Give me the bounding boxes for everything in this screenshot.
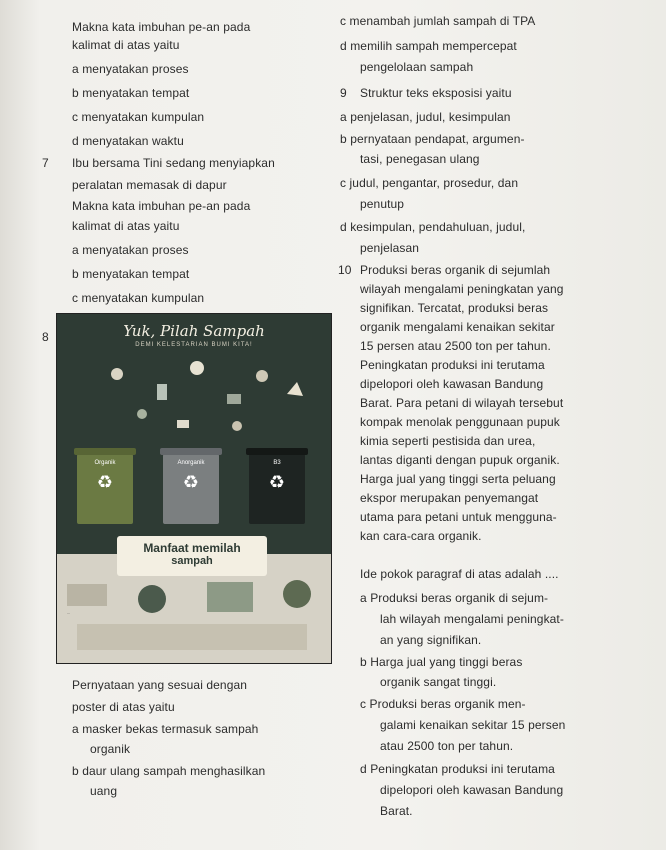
q8-option-d-line1: d memilih sampah mempercepat (340, 39, 517, 53)
hazardous-bin (249, 454, 305, 524)
q6-stem-line2: kalimat di atas yaitu (72, 38, 180, 52)
q8-stem-line1: Pernyataan yang sesuai dengan (72, 678, 248, 692)
q10-option-b-line2: organik sangat tinggi. (380, 675, 497, 689)
q9-option-a: a penjelasan, judul, kesimpulan (340, 110, 511, 124)
q7-stem-line1: Ibu bersama Tini sedang menyiapkan (72, 156, 275, 170)
q9-option-b-line1: b pernyataan pendapat, argumen- (340, 132, 525, 146)
q9-option-c-line2: penutup (360, 197, 405, 211)
falling-waste-illustration (57, 354, 331, 444)
q8-option-a-line1: a masker bekas termasuk sampah (72, 722, 259, 736)
inorganic-bin-label: Anorganik (177, 460, 205, 466)
q10-option-c-line1: c Produksi beras organik men- (360, 697, 526, 711)
q10-paragraph-line1: Produksi beras organik di sejumlah (360, 263, 551, 277)
q6-option-a: a menyatakan proses (72, 62, 189, 76)
q9-option-c-line1: c judul, pengantar, prosedur, dan (340, 176, 519, 190)
q10-option-a-line1: a Produksi beras organik di sejum- (360, 591, 549, 605)
q9-option-b-line2: tasi, penegasan ulang (360, 152, 480, 166)
q6-option-c: c menyatakan kumpulan (72, 110, 205, 124)
q7-number: 7 (42, 156, 49, 170)
q10-paragraph-line9: kompak menolak penggunaan pupuk (360, 415, 560, 429)
benefits-title: Manfaat memilah (143, 541, 241, 555)
q10-paragraph-line11: lantas diganti dengan pupuk organik. (360, 453, 560, 467)
q10-paragraph-line10: kimia seperti pestisida dan urea, (360, 434, 536, 448)
q6-stem-line1: Makna kata imbuhan pe-an pada (72, 20, 251, 34)
benefit-text: ... (67, 610, 71, 615)
q6-option-b: b menyatakan tempat (72, 86, 190, 100)
recycle-icon: ♻ (268, 472, 286, 492)
q7-option-b: b menyatakan tempat (72, 267, 190, 281)
q10-paragraph-line13: ekspor merupakan penyemangat (360, 491, 539, 505)
q10-paragraph-line7: dipelopori oleh kawasan Bandung (360, 377, 544, 391)
organic-bin-label: Organik (94, 460, 116, 466)
q8-option-a-line2: organik (90, 742, 131, 756)
organic-bin (77, 454, 133, 524)
q8-option-b-line2: uang (90, 784, 118, 798)
benefits-subtitle: sampah (171, 555, 213, 567)
recycle-icon: ♻ (96, 472, 114, 492)
q8-stem-line2: poster di atas yaitu (72, 700, 175, 714)
q9-number: 9 (340, 86, 347, 100)
q7-stem-line3: Makna kata imbuhan pe-an pada (72, 199, 251, 213)
q10-paragraph-line8: Barat. Para petani di wilayah tersebut (360, 396, 564, 410)
q7-option-c: c menyatakan kumpulan (72, 291, 205, 305)
q10-option-c-line2: galami kenaikan sekitar 15 persen (380, 718, 566, 732)
q10-paragraph-line3: signifikan. Tercatat, produksi beras (360, 301, 549, 315)
poster-title: Yuk, Pilah Sampah (123, 322, 265, 340)
q10-paragraph-line5: 15 persen atau 2500 ton per tahun. (360, 339, 551, 353)
q10-option-d-line2: dipelopori oleh kawasan Bandung (380, 783, 564, 797)
q6-option-d: d menyatakan waktu (72, 134, 184, 148)
benefits-banner (117, 536, 267, 576)
q8-option-b-line1: b daur ulang sampah menghasilkan (72, 764, 266, 778)
q10-option-a-line3: an yang signifikan. (380, 633, 482, 647)
inorganic-bin (163, 454, 219, 524)
q10-option-c-line3: atau 2500 ton per tahun. (380, 739, 514, 753)
q9-stem: Struktur teks eksposisi yaitu (360, 86, 512, 100)
waste-sorting-poster (56, 313, 332, 664)
hazardous-bin-label: B3 (273, 460, 281, 466)
q10-paragraph-line4: organik mengalami kenaikan sekitar (360, 320, 555, 334)
q7-stem-line2: peralatan memasak di dapur (72, 178, 227, 192)
q10-paragraph-line14: utama para petani untuk mengguna- (360, 510, 557, 524)
q10-number: 10 (338, 263, 352, 277)
q10-paragraph-line2: wilayah mengalami peningkatan yang (360, 282, 564, 296)
q10-option-a-line2: lah wilayah mengalami peningkat- (380, 612, 564, 626)
poster-subtitle: DEMI KELESTARIAN BUMI KITA! (135, 342, 253, 348)
q10-paragraph-line15: kan cara-cara organik. (360, 529, 482, 543)
q9-option-d-line2: penjelasan (360, 241, 420, 255)
q8-option-d-line2: pengelolaan sampah (360, 60, 474, 74)
recycle-icon: ♻ (182, 472, 200, 492)
q7-option-a: a menyatakan proses (72, 243, 189, 257)
q10-option-b-line1: b Harga jual yang tinggi beras (360, 655, 523, 669)
q10-paragraph-line12: Harga jual yang tinggi serta peluang (360, 472, 556, 486)
q10-option-d-line1: d Peningkatan produksi ini terutama (360, 762, 555, 776)
q7-stem-line4: kalimat di atas yaitu (72, 219, 180, 233)
q10-question: Ide pokok paragraf di atas adalah .... (360, 567, 559, 581)
q8-option-c: c menambah jumlah sampah di TPA (340, 14, 536, 28)
q8-number: 8 (42, 330, 49, 344)
q10-option-d-line3: Barat. (380, 804, 413, 818)
q10-paragraph-line6: Peningkatan produksi ini terutama (360, 358, 545, 372)
q9-option-d-line1: d kesimpulan, pendahuluan, judul, (340, 220, 526, 234)
